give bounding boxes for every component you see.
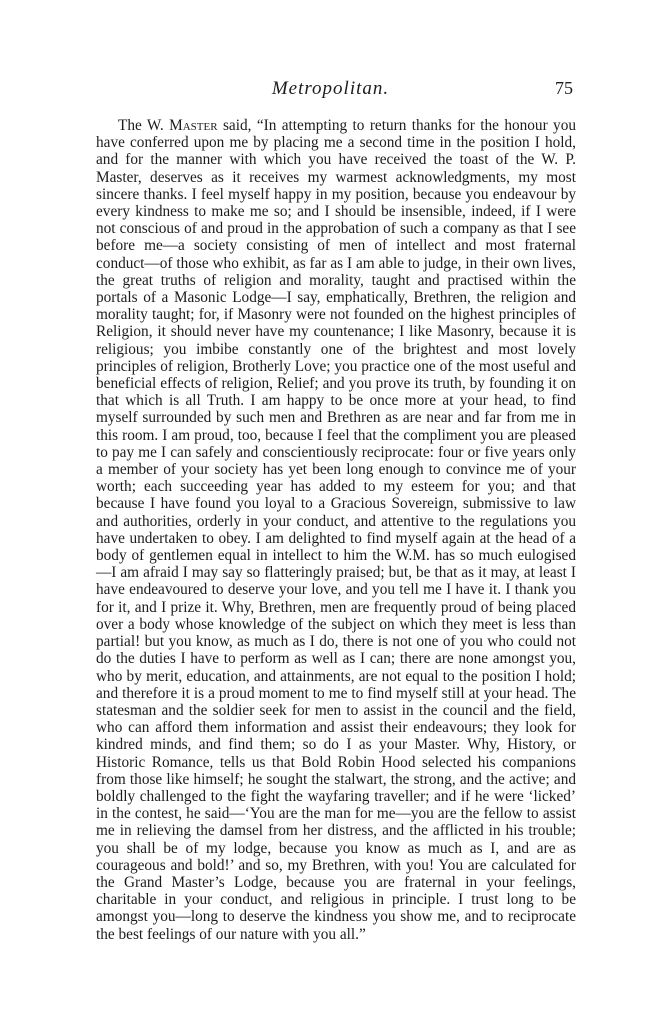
running-title: Metropolitan. [271,78,390,99]
speech-text: said, “In attempting to return thanks for the honour you have conferred upon me by placing me a second time in the position I hold, and for the manner with which you have received the toast of the W. P. Master, deserves as it receives my warmest acknowledgments, my most sincere thanks. I feel myself happy in my position, because you endeavour by every kindness to make me so; and I should be insensible, indeed, if I were not conscious of and proud in the approbation of such a company as that I see before me—a society consisting of men of intellect and most fraternal conduct—of those who exhibit, as far as I am able to judge, in their own lives, the great truths of religion and morality, taught and practised within the portals of a Masonic Lodge—I say, emphatically, Brethren, the religion and morality taught; for, if Masonry were not founded on the highest principles of Religion, it should never have my countenance; I like Masonry, because it is religious; you imbibe constantly one of the brightest and most lovely principles of religion, Brotherly Love; you practice one of the most useful and beneficial effects of religion, Relief; and you prove its truth, by founding it on that which is all Truth. I am happy to be once more at your head, to find myself surrounded by such men and Brethren as are near and far from me in this room. I am proud, too, because I feel that the compliment you are pleased to pay me I can safely and conscientiously reciprocate: four or five years only a member of your society has yet been long enough to convince me of your worth; each succeeding year has added to my esteem for you; and that because I have found you loyal to a Gracious Sovereign, submissive to law and authorities, orderly in your conduct, and attentive to the regulations you have undertaken to obey. I am delighted to find myself again at the head of a body of gentlemen equal in intellect to him the W.M. has so much eulogised—I am afraid I may say so flatteringly praised; but, be that as it may, at least I have endeavoured to deserve your love, and you tell me I have it. I thank you for it, and I prize it. Why, Brethren, men are frequently proud of being placed over a body whose knowledge of the subject on which they meet is less than partial! but you know, as much as I do, there is not one of you who could not do the duties I have to perform as well as I can; there are none amongst you, who by merit, education, and attainments, are not equal to the position I hold; and therefore it is a proud moment to me to find myself still at your head. The statesman and the soldier seek for men to assist in the council and the field, who can afford them information and assist their endeavours; they look for kindred minds, and find them; so do I as your Master. Why, History, or Historic Romance, tells us that Bold Robin Hood selected his companions from those like himself; he sought the stalwart, the strong, and the active; and boldly challenged to the fight the wayfaring traveller; and if he were ‘licked’ in the contest, he said—‘You are the man for me—you are the fellow to assist me in relieving the damsel from her distress, and the afflicted in his trouble; you shall be of my lodge, because you know as much as I, and are as courageous and bold!’ and so, my Brethren, with you! You are calculated for the Grand Master’s Lodge, because you are fraternal in your feelings, charitable in your conduct, and religious in principle. I trust long to be amongst you—long to deserve the kindness you show me, and to reciprocate the best feelings of our nature with you all.” [96,117,577,943]
speech-lead: The W. [118,117,170,134]
body-text [96,117,576,943]
speaker-title: Master [169,117,218,134]
running-head [0,78,661,102]
page-number: 75 [555,78,573,98]
speech-paragraph [96,117,576,943]
